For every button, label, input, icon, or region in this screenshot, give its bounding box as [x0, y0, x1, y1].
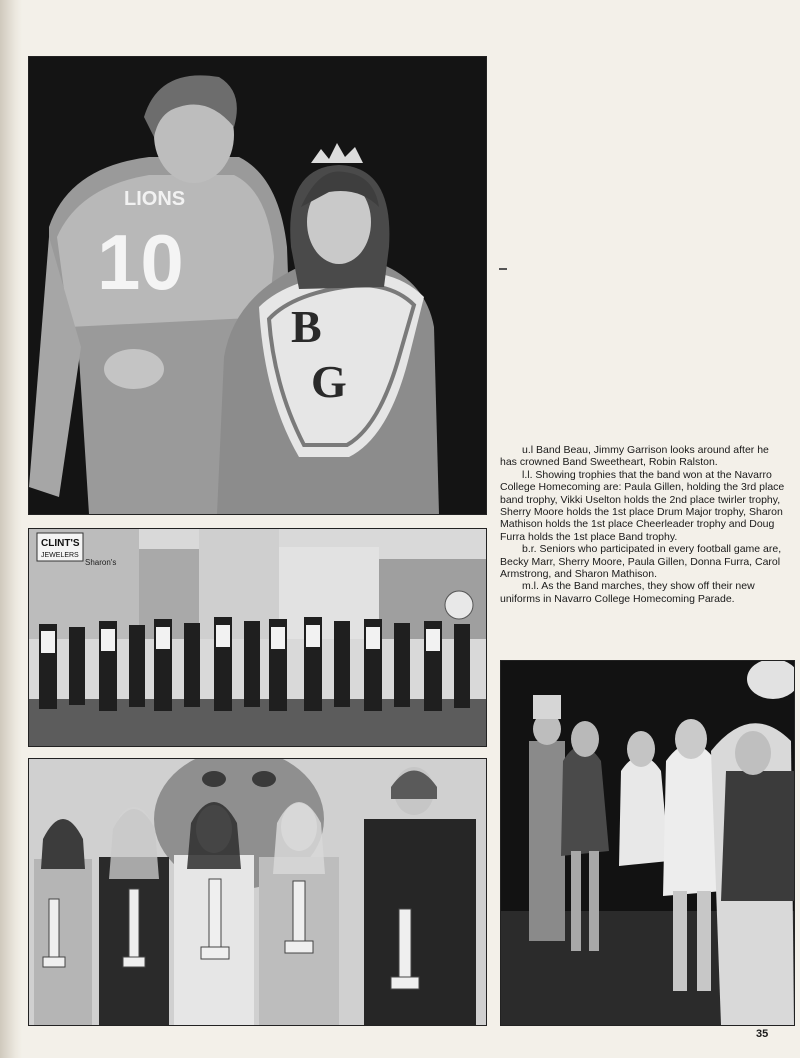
- caption-middle-left: m.l. As the Band marches, they show off their new uniforms in Navarro College Homecoming Parade.: [500, 580, 755, 605]
- ink-mark: [499, 268, 507, 270]
- sign-clints: CLINT'S: [41, 538, 80, 549]
- photo-band-parade-image: [29, 529, 486, 746]
- caption-block: [500, 444, 788, 605]
- sash-letter-b: B: [291, 301, 322, 352]
- photo-band-beau-sweetheart: [28, 56, 487, 515]
- photo-senior-band-members-image: [501, 661, 794, 1025]
- photo-senior-band-members: [500, 660, 795, 1026]
- sign-jewelers: JEWELERS: [41, 552, 79, 559]
- page-number: 35: [756, 1028, 769, 1040]
- photo-band-beau-sweetheart-image: [29, 57, 486, 514]
- sash-letter-g: G: [311, 356, 347, 407]
- page-spine-shadow: [0, 0, 22, 1058]
- jersey-text: LIONS: [124, 188, 186, 210]
- jersey-number: 10: [97, 218, 184, 306]
- photo-band-parade: [28, 528, 487, 747]
- caption-bottom-right: b.r. Seniors who participated in every football game are, Becky Marr, Sherry Moore, Paula Gillen, Donna Furra, Carol Armstrong, and Sharon Mathison.: [500, 543, 782, 581]
- caption-lower-left: l.l. Showing trophies that the band won at the Navarro College Homecoming are: Paula Gillen, holding the 3rd place band trophy, Vikki Uselton holds the 2nd place twirler trophy, Sherry Moore holds the 1st place Drum Major trophy, Sharon Mathison holds the 1st place Cheerleader trophy and Doug Furra holds the 1st place Band trophy.: [500, 468, 785, 543]
- caption-upper-left: u.l Band Beau, Jimmy Garrison looks around after he has crowned Band Sweetheart, Robin Ralston.: [500, 444, 769, 469]
- sign-sharons: Sharon's: [85, 558, 117, 567]
- photo-trophy-winners: [28, 758, 487, 1026]
- photo-trophy-winners-image: [29, 759, 486, 1025]
